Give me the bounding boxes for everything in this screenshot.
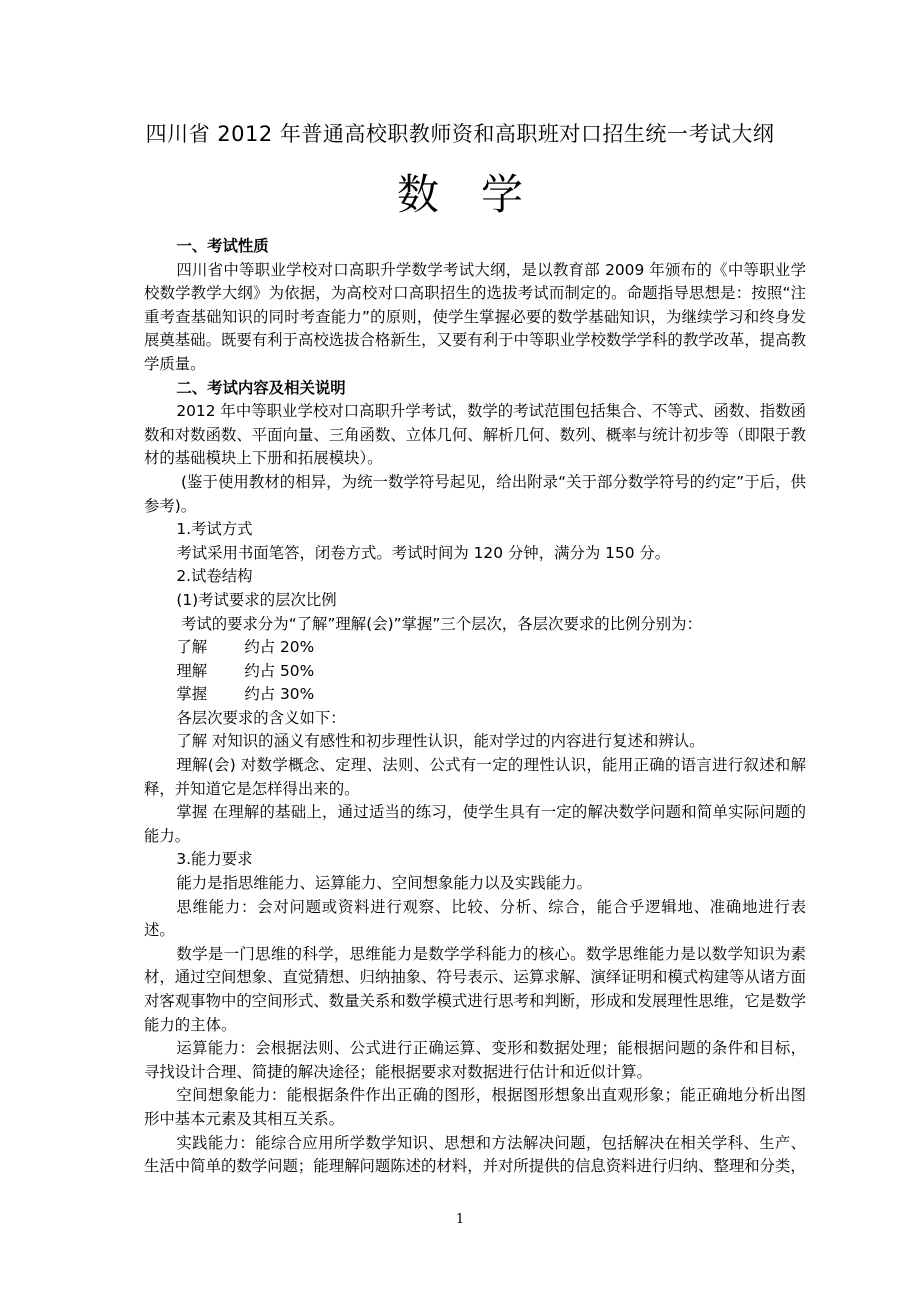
meaning-understand-basic: 了解 对知识的涵义有感性和初步理性认识，能对学过的内容进行复述和辨认。 (176, 732, 705, 751)
section1-paragraph: 四川省中等职业学校对口高职升学数学考试大纲，是以教育部 2009 年颁布的《中等职业学校数学教学大纲》为依据，为高校对口高职招生的选拔考试而制定的。命题指导思想是：按照“注重考查基础知识的同时考查能力”的原则，使学生掌握必要的数学基础知识，为继续学习和终身发展奠基础。既要有利于高校选拔合格新生，又要有利于中等职业学校数学学科的教学改革，提高教学质量。 (144, 260, 806, 373)
level-row (144, 660, 806, 684)
item2-subheading: (1)考试要求的层次比例 (176, 590, 337, 609)
meaning-master: 掌握 在理解的基础上，通过适当的练习，使学生具有一定的解决数学问题和简单实际问题的能力。 (144, 803, 806, 845)
page-number: 1 (455, 1212, 465, 1227)
section2-heading: 二、考试内容及相关说明 (176, 378, 346, 397)
ability-thinking: 思维能力：会对问题或资料进行观察、比较、分析、综合，能合乎逻辑地、准确地进行表述。 (144, 897, 806, 940)
ability-practice: 实践能力：能综合应用所学数学知识、思想和方法解决问题，包括解决在相关学科、生产、生活中简单的数学问题；能理解问题陈述的材料，并对所提供的信息资料进行归纳、整理和分类， (144, 1133, 806, 1176)
item3-heading: 3.能力要求 (176, 850, 253, 869)
level-ratio: 约占 50% (244, 661, 315, 680)
level-name: 了解 (176, 638, 208, 657)
levels-meaning-intro: 各层次要求的含义如下： (176, 708, 346, 727)
meaning-comprehend: 理解(会) 对数学概念、定理、法则、公式有一定的理性认识，能用正确的语言进行叙述和解释，并知道它是怎样得出来的。 (144, 756, 806, 798)
ability-spatial: 空间想象能力：能根据条件作出正确的图形，根据图形想象出直观形象；能正确地分析出图形中基本元素及其相互关系。 (144, 1086, 806, 1128)
ability-intro: 能力是指思维能力、运算能力、空间想象能力以及实践能力。 (176, 874, 592, 893)
ability-calculation: 运算能力：会根据法则、公式进行正确运算、变形和数据处理；能根据问题的条件和目标，寻找设计合理、简捷的解决途径；能根据要求对数据进行估计和近似计算。 (144, 1039, 806, 1081)
section2-paragraph-scope: 2012 年中等职业学校对口高职升学考试，数学的考试范围包括集合、不等式、函数、指数函数和对数函数、平面向量、三角函数、立体几何、解析几何、数列、概率与统计初步等（即限于教材的基础模块上下册和拓展模块）。 (144, 402, 806, 468)
document-body (144, 235, 806, 1179)
item2-intro: 考试的要求分为“了解”理解(会)”掌握”三个层次，各层次要求的比例分别为： (180, 614, 702, 633)
document-title: 四川省 2012 年普通高校职教师资和高职班对口招生统一考试大纲 (145, 122, 775, 146)
level-row (144, 636, 806, 660)
subject-heading: 数学 (396, 170, 565, 219)
level-ratio: 约占 30% (244, 685, 315, 704)
level-name: 理解 (176, 661, 208, 680)
item1-text: 考试采用书面笔答，闭卷方式。考试时间为 120 分钟，满分为 150 分。 (176, 543, 671, 562)
section2-paragraph-note: (鉴于使用教材的相异，为统一数学符号起见，给出附录“关于部分数学符号的约定”于后，供参考)。 (144, 472, 806, 515)
section1-heading: 一、考试性质 (176, 237, 269, 255)
level-row (144, 683, 806, 707)
level-ratio: 约占 20% (244, 638, 315, 657)
level-name: 掌握 (176, 685, 208, 704)
ability-thinking-detail: 数学是一门思维的科学，思维能力是数学学科能力的核心。数学思维能力是以数学知识为素材，通过空间想象、直觉猜想、归纳抽象、符号表示、运算求解、演绎证明和模式构建等从诸方面对客观事物中的空间形式、数量关系和数学模式进行思考和判断，形成和发展理性思维，它是数学能力的主体。 (144, 944, 806, 1034)
item1-heading: 1.考试方式 (176, 520, 253, 539)
item2-heading: 2.试卷结构 (176, 567, 253, 586)
